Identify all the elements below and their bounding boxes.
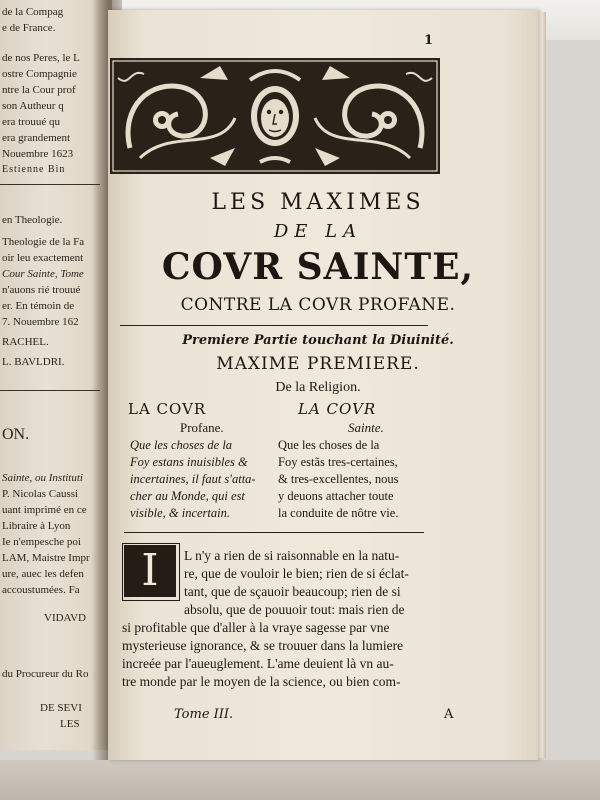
column-subheading-profane: Profane. [180, 420, 224, 435]
left-page-line: son Autheur q [2, 100, 64, 112]
left-page-line: Ie n'empesche poi [2, 536, 81, 548]
column-line: la conduite de nôtre vie. [278, 506, 399, 520]
left-page-line: ntre la Cour prof [2, 84, 76, 96]
left-page-line: era grandement [2, 132, 71, 144]
left-page-line: RACHEL. [2, 336, 49, 348]
left-page-line: uant imprimé en ce [2, 504, 87, 516]
column-heading-sainte: LA COVR [298, 400, 377, 418]
ornament-headpiece-icon [110, 58, 440, 174]
title-rule [120, 325, 428, 326]
column-heading-profane: LA COVR [128, 400, 207, 418]
left-page-line: e de France. [2, 22, 56, 34]
left-page-line: ON. [2, 426, 30, 443]
left-page-line: Sainte, ou Instituti [2, 472, 83, 484]
left-page-line: 7. Nouembre 162 [2, 316, 79, 328]
left-page-line: DE SEVI [40, 702, 82, 714]
subtitle: CONTRE LA COVR PROFANE. [180, 295, 456, 315]
left-page-line: Nouembre 1623 [2, 148, 74, 160]
left-page-line: LAM, Maistre Impr [2, 552, 90, 564]
left-page-rule [0, 184, 100, 185]
main-title: COVR SAINTE, [161, 246, 475, 288]
left-page-line: de la Compag [2, 6, 64, 18]
body-line: absolu, que de pouuoir tout: mais rien de [184, 602, 405, 617]
column-line: Foy estãs tres-certaines, [278, 455, 398, 469]
left-page-line: LES [60, 718, 80, 730]
title-line: LES MAXIMES [211, 190, 425, 215]
left-page-line: en Theologie. [2, 214, 63, 226]
left-page-line: ostre Compagnie [2, 68, 77, 80]
left-page-line: Libraire à Lyon [2, 520, 71, 532]
maxime-heading: MAXIME PREMIERE. [216, 354, 420, 374]
column-line: y deuons attacher toute [278, 489, 394, 503]
left-page-line: n'auons rié trouué [2, 284, 81, 296]
body-line: si profitable que d'aller à la vraye sagesse par vne [122, 620, 390, 635]
left-page-line: P. Nicolas Caussi [2, 488, 79, 500]
body-line: increée par l'aueuglement. L'ame deuient là vn au- [122, 656, 394, 671]
page-number: 1 [424, 33, 434, 48]
left-page-rule [0, 390, 100, 391]
left-page-line: VIDAVD [44, 612, 86, 624]
left-page-line: er. En témoin de [2, 300, 75, 312]
column-line: visible, & incertain. [130, 506, 230, 520]
column-line: cher au Monde, qui est [130, 489, 245, 503]
column-subheading-sainte: Sainte. [348, 420, 384, 435]
column-line: incertaines, il faut s'atta- [130, 472, 256, 486]
volume-signature: Tome III. [174, 707, 234, 722]
left-page-line: du Procureur du Ro [2, 668, 89, 680]
section-rule [124, 532, 424, 533]
body-line: re, que de vouloir le bien; rien de si éclat- [184, 566, 409, 581]
book-page [108, 10, 538, 760]
body-line: L n'y a rien de si raisonnable en la natu- [184, 548, 400, 563]
body-line: tre monde par le moyen de la science, ou bien com- [122, 674, 401, 689]
gathering-signature: A [444, 707, 454, 722]
left-page-line: Estienne Bin [2, 164, 66, 175]
left-page-line: era trouué qu [2, 116, 61, 128]
part-heading: Premiere Partie touchant la Diuinité. [182, 333, 454, 348]
drop-cap: I [124, 545, 176, 597]
column-line: Que les choses de la [278, 438, 380, 452]
title-line: DE LA [273, 221, 363, 242]
column-line: Foy estans inuisibles & [130, 455, 248, 469]
left-page-line: Theologie de la Fa [2, 236, 85, 248]
column-line: & tres-excellentes, nous [278, 472, 399, 486]
page-edges [538, 12, 546, 758]
body-line: tant, que de sçauoir beaucoup; rien de si [184, 584, 401, 599]
table-surface [0, 760, 600, 800]
column-line: Que les choses de la [130, 438, 233, 452]
left-page-line: L. BAVLDRI. [2, 356, 65, 368]
section-subject: De la Religion. [275, 380, 361, 395]
left-page-line: de nos Peres, le L [2, 52, 80, 64]
left-page-line: accoustumées. Fa [2, 584, 80, 596]
left-page-line: oir leu exactement [2, 252, 84, 264]
left-page-line: ure, auec les defen [2, 568, 84, 580]
body-line: mysterieuse ignorance, & se trouuer dans la lumiere [122, 638, 404, 653]
left-page-line: Cour Sainte, Tome [2, 268, 84, 280]
